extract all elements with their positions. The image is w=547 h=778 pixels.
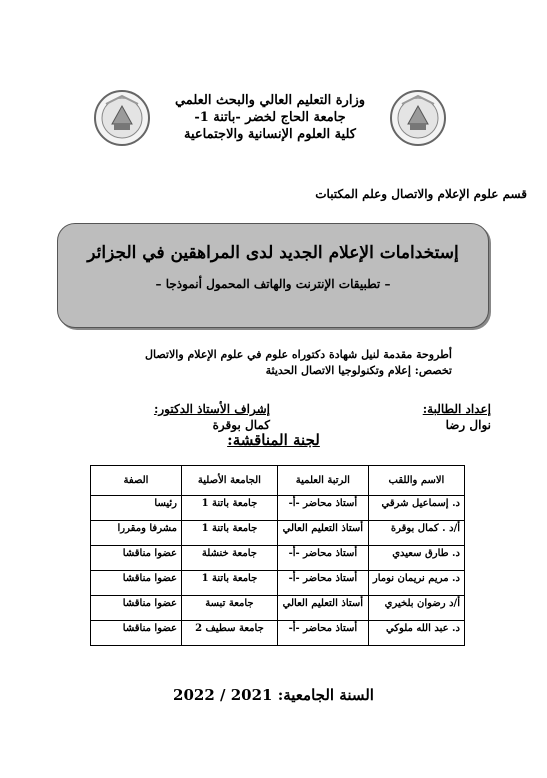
student-label: إعداد الطالبة:: [422, 402, 491, 416]
header-rank: الرتبة العلمية: [277, 466, 368, 496]
member-role: مشرفا ومقررا: [91, 521, 182, 546]
academic-year: السنة الجامعية: 2021 / 2022: [173, 686, 374, 704]
faculty-name: كلية العلوم الإنسانية والاجتماعية: [184, 127, 356, 142]
member-role: عضوا مناقشا: [91, 621, 182, 646]
member-rank: أستاذ محاضر -أ-: [277, 496, 368, 521]
supervisor-label: إشراف الأستاذ الدكتور:: [153, 402, 270, 416]
member-name: د. طارق سعيدي: [368, 546, 464, 571]
member-university: جامعة تبسة: [182, 596, 278, 621]
table-row: [91, 496, 465, 521]
student-block: [423, 402, 491, 432]
thesis-subtitle: – تطبيقات الإنترنت والهاتف المحمول أنموذجا –: [155, 277, 391, 291]
degree-line: أطروحة مقدمة لنيل شهادة دكتوراه علوم في علوم الإعلام والاتصال: [145, 348, 452, 361]
header-role: الصفة: [91, 466, 182, 496]
table-row: [91, 546, 465, 571]
member-role: عضوا مناقشا: [91, 596, 182, 621]
university-name: جامعة الحاج لخضر -باتنة 1-: [194, 110, 346, 125]
table-row: [91, 521, 465, 546]
member-university: جامعة خنشلة: [182, 546, 278, 571]
university-logo-left: [92, 88, 152, 148]
member-university: جامعة باتنة 1: [182, 496, 278, 521]
member-university: جامعة باتنة 1: [182, 521, 278, 546]
member-name: د. إسماعيل شرقي: [368, 496, 464, 521]
title-box: [57, 223, 489, 328]
committee-title: لجنة المناقشة:: [227, 431, 320, 449]
member-university: جامعة سطيف 2: [182, 621, 278, 646]
member-name: د. مريم نريمان نومار: [368, 571, 464, 596]
member-rank: أستاذ التعليم العالي: [277, 521, 368, 546]
member-name: د. عبد الله ملوكي: [368, 621, 464, 646]
thesis-title: إستخدامات الإعلام الجديد لدى المراهقين في الجزائر: [87, 243, 459, 263]
member-name: أ/د . كمال بوقرة: [368, 521, 464, 546]
member-rank: أستاذ محاضر -أ-: [277, 546, 368, 571]
header-name: الاسم واللقب: [368, 466, 464, 496]
table-header-row: [91, 466, 465, 496]
student-name: نوال رضا: [445, 418, 491, 432]
member-university: جامعة باتنة 1: [182, 571, 278, 596]
member-name: أ/د رضوان بلخيري: [368, 596, 464, 621]
supervisor-name: كمال بوقرة: [212, 418, 270, 432]
member-rank: أستاذ محاضر -أ-: [277, 571, 368, 596]
table-row: [91, 596, 465, 621]
specialty-line: تخصص: إعلام وتكنولوجيا الاتصال الحديثة: [265, 364, 452, 377]
member-role: عضوا مناقشا: [91, 546, 182, 571]
header-university: الجامعة الأصلية: [182, 466, 278, 496]
member-role: عضوا مناقشا: [91, 571, 182, 596]
table-row: [91, 571, 465, 596]
member-rank: أستاذ محاضر -أ-: [277, 621, 368, 646]
member-role: رئيسا: [91, 496, 182, 521]
university-logo-right: [388, 88, 448, 148]
thesis-description: [145, 347, 452, 379]
committee-table: [90, 465, 465, 646]
table-row: [91, 621, 465, 646]
institution-header: [150, 92, 390, 143]
ministry-name: وزارة التعليم العالي والبحث العلمي: [174, 93, 366, 108]
member-rank: أستاذ التعليم العالي: [277, 596, 368, 621]
supervisor-block: [120, 402, 270, 432]
department-name: قسم علوم الإعلام والاتصال وعلم المكتبات: [315, 187, 527, 201]
